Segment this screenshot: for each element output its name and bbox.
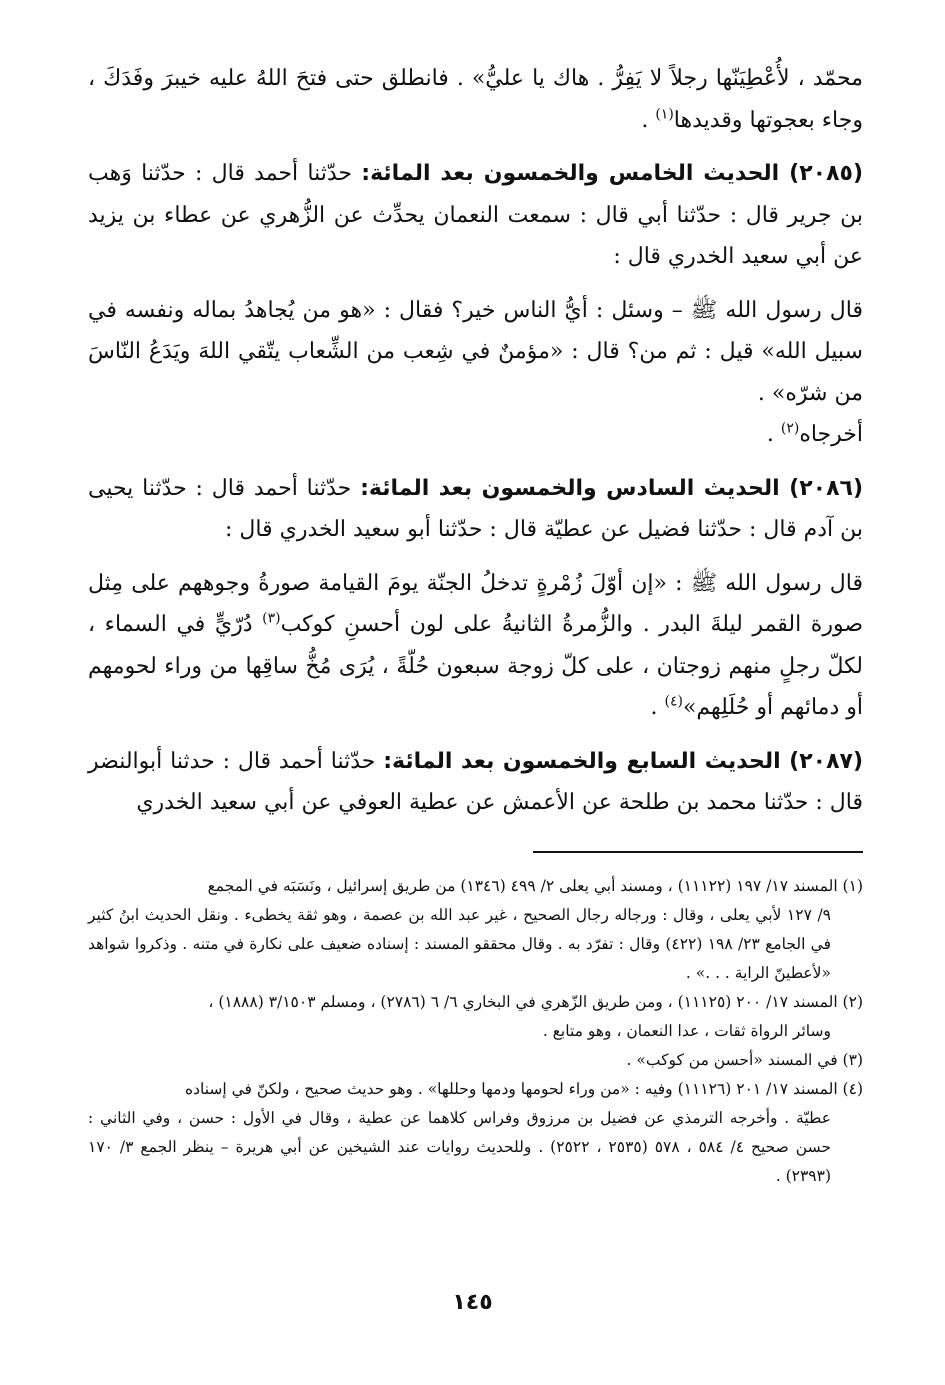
hadith-2085-source: أخرجاه$^{(٢)}$ . bbox=[766, 420, 863, 447]
hadith-2086-title: (٢٠٨٦) الحديث السادس والخمسون بعد المائة: bbox=[360, 475, 864, 501]
footnote-3: (٣) في المسند «أحسن من كوكب» . bbox=[626, 1051, 863, 1069]
footnote-2-line1: (٢) المسند ١٧/ ٢٠٠ (١١١٢٥) ، ومن طريق الزّهري في البخاري ٦/ ٦ (٢٧٨٦) ، ومسلم ٣/١٥٠٣ (١٨٨٨) ، bbox=[208, 993, 863, 1011]
hadith-2085-title: (٢٠٨٥) الحديث الخامس والخمسون بعد المائة: bbox=[361, 161, 863, 186]
footnote-ref-1[interactable]: (١) bbox=[655, 106, 674, 123]
hadith-2087-title: (٢٠٨٧) الحديث السابع والخمسون بعد المائة: bbox=[383, 748, 863, 774]
hadith-2086-text: قال رسول الله ﷺ : «إن أوّلَ زُمْرةٍ تدخلُ الجنّة يومَ القيامة صورةُ وجوههم على مِثل صورة القمر ليلةَ البدر . والزُّمرةُ الثانيةُ على لون أحسنِ كوكب$^{(٣)}$ دُرّيٍّ في السماء ، لكلّ رجلٍ منهم زوجتان ، على كلّ زوجة سبعون حُلّةً ، يُرَى مُخُّ ساقِها من وراء لحومهم أو دمائهم أو حُلَلِهم»$^{(٤)}$ . bbox=[88, 570, 864, 720]
paragraph-continuation-line1: محمّد ، لأُعْطِيَنّها رجلاً لا يَفِرُّ . هاك يا عليُّ» . فانطلق حتى فتحَ اللهُ عليه خيبرَ وفَدَكَ ، bbox=[88, 66, 863, 91]
footnote-1-rest: ٩/ ١٢٧ لأبي يعلى ، وقال : ورجاله رجال الصحيح ، غير عبد الله بن عصمة ، وهو ثقة يخطىء . ونقل الحديث ابنُ كثير في الجامع ٢٣/ ١٩٨ (٤٢٢) وقال : تفرّد به . وقال محققو المسند : إسناده ضعيف على نكارة في متنه . وذكروا شواهد «لأعطينّ الراية . . .» . bbox=[88, 906, 832, 982]
hadith-2085-text: قال رسول الله ﷺ – وسئل : أيُّ الناس خير؟ فقال : «هو من يُجاهدُ بماله ونفسه في سبيل الله» قيل : ثم من؟ قال : «مؤمنٌ في شِعب من الشِّعاب يتّقي اللهَ ويَدَعُ النّاسَ من شرّه» . bbox=[88, 297, 863, 406]
footnote-ref-4[interactable]: (٤) bbox=[664, 693, 683, 710]
footnote-ref-2[interactable]: (٢) bbox=[780, 420, 800, 437]
footnotes bbox=[88, 872, 863, 1191]
footnote-divider bbox=[533, 851, 863, 853]
page-number: ١٤٥ bbox=[452, 1290, 493, 1315]
hadith-2085-header: (٢٠٨٥) الحديث الخامس والخمسون بعد المائة: حدّثنا أحمد قال : حدّثنا وَهب بن جرير قال : حدّثنا أبي قال : سمعت النعمان يحدِّث عن الزُّهري عن عطاء بن يزيد عن أبي سعيد الخدري قال : bbox=[88, 161, 863, 269]
footnote-4-rest: عطيّة . وأخرجه الترمذي عن فضيل بن مرزوق وفراس كلاهما عن عطية ، وقال في الأول : حسن ، وفي الثاني : حسن صحيح ٤/ ٥٨٤ ، ٥٧٨ (٢٥٣٥ ، ٢٥٢٢) . وللحديث روايات عند الشيخين عن أبي هريرة – ينظر الجمع ٣/ ١٧٠ (٢٣٩٣) . bbox=[88, 1109, 831, 1185]
main-text bbox=[88, 58, 863, 824]
footnote-ref-3[interactable]: (٣) bbox=[262, 610, 281, 627]
footnote-2-rest: وسائر الرواة ثقات ، عدا النعمان ، وهو متابع . bbox=[542, 1022, 831, 1040]
paragraph-continuation-line2: وجاء بعجوتها وقديدها$^{(١)}$ . bbox=[641, 106, 863, 133]
footnote-1-line1: (١) المسند ١٧/ ١٩٧ (١١١٢٢) ، ومسند أبي يعلى ٢/ ٤٩٩ (١٣٤٦) من طريق إسرائيل ، ونَسَبَه في المجمع bbox=[207, 877, 863, 895]
footnote-4-line1: (٤) المسند ١٧/ ٢٠١ (١١١٢٦) وفيه : «من وراء لحومها ودمها وحللها» . وهو حديث صحيح ، ولكنّ في إسناده bbox=[184, 1080, 863, 1098]
hadith-2086-header: (٢٠٨٦) الحديث السادس والخمسون بعد المائة: حدّثنا أحمد قال : حدّثنا يحيى بن آدم قال : حدّثنا فضيل عن عطيّة قال : حدّثنا أبو سعيد الخدري قال : bbox=[88, 475, 864, 542]
hadith-2087-header: (٢٠٨٧) الحديث السابع والخمسون بعد المائة: حدّثنا أحمد قال : حدثنا أبوالنضر قال : حدّثنا محمد بن طلحة عن الأعمش عن عطية العوفي عن أبي سعيد الخدري bbox=[88, 748, 863, 815]
